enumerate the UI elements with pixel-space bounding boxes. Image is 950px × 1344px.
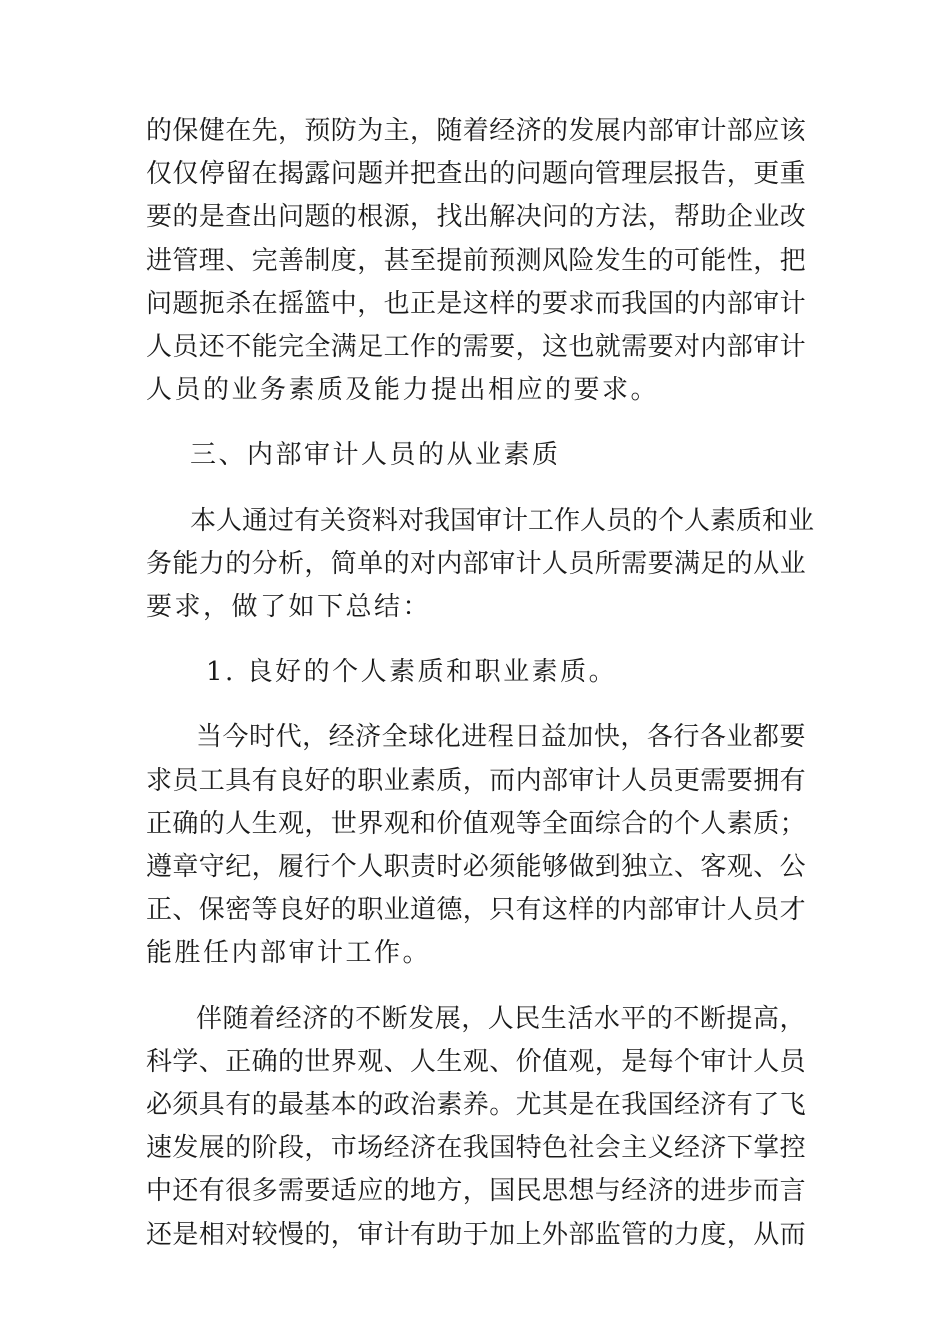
subheading-1	[146, 651, 806, 694]
text-line: 的保健在先，预防为主，随着经济的发展内部审计部应该	[146, 116, 807, 146]
text-line: 当今时代，经济全球化进程日益加快，各行各业都要	[196, 722, 807, 753]
text-line: 速发展的阶段，市场经济在我国特色社会主义经济下掌控	[146, 1133, 807, 1164]
text-line: 仅仅停留在揭露问题并把查出的问题向管理层报告，更重	[146, 159, 807, 190]
paragraph-2	[146, 500, 815, 630]
section-heading-3	[146, 434, 806, 477]
text-line: 要求，做了如下总结：	[146, 592, 432, 623]
text-line: 进管理、完善制度，甚至提前预测风险发生的可能性，把	[146, 245, 807, 276]
text-line: 遵章守纪，履行个人职责时必须能够做到独立、客观、公	[146, 852, 807, 883]
text-line: 求员工具有良好的职业素质，而内部审计人员更需要拥有	[146, 765, 807, 796]
text-line: 还是相对较慢的，审计有助于加上外部监管的力度，从而	[146, 1219, 807, 1250]
text-line: 正确的人生观，世界观和价值观等全面综合的个人素质；	[146, 808, 807, 839]
text-line: 伴随着经济的不断发展，人民生活水平的不断提高，	[196, 1003, 807, 1034]
text-line: 人员还不能完全满足工作的需要，这也就需要对内部审计	[146, 332, 807, 363]
paragraph-1	[146, 110, 806, 412]
document-body	[146, 110, 815, 1257]
text-line: 问题扼杀在摇篮中，也正是这样的要求而我国的内部审计	[146, 288, 807, 319]
heading-text: 三、内部审计人员的从业素质	[190, 440, 561, 471]
paragraph-4	[146, 998, 806, 1257]
text-line: 正、保密等良好的职业道德，只有这样的内部审计人员才	[146, 895, 807, 926]
subheading-text: 1. 良好的个人素质和职业素质。	[206, 657, 618, 688]
text-line: 本人通过有关资料对我国审计工作人员的个人素质和业	[190, 505, 815, 536]
text-line: 能胜任内部审计工作。	[146, 938, 432, 969]
paragraph-3	[146, 716, 806, 975]
text-line: 人员的业务素质及能力提出相应的要求。	[146, 375, 660, 406]
text-line: 务能力的分析，简单的对内部审计人员所需要满足的从业	[146, 548, 807, 579]
text-line: 科学、正确的世界观、人生观、价值观，是每个审计人员	[146, 1046, 807, 1077]
text-line: 必须具有的最基本的政治素养。尤其是在我国经济有了飞	[146, 1090, 807, 1121]
text-line: 要的是查出问题的根源，找出解决问的方法，帮助企业改	[146, 202, 807, 233]
text-line: 中还有很多需要适应的地方，国民思想与经济的进步而言	[146, 1176, 807, 1207]
